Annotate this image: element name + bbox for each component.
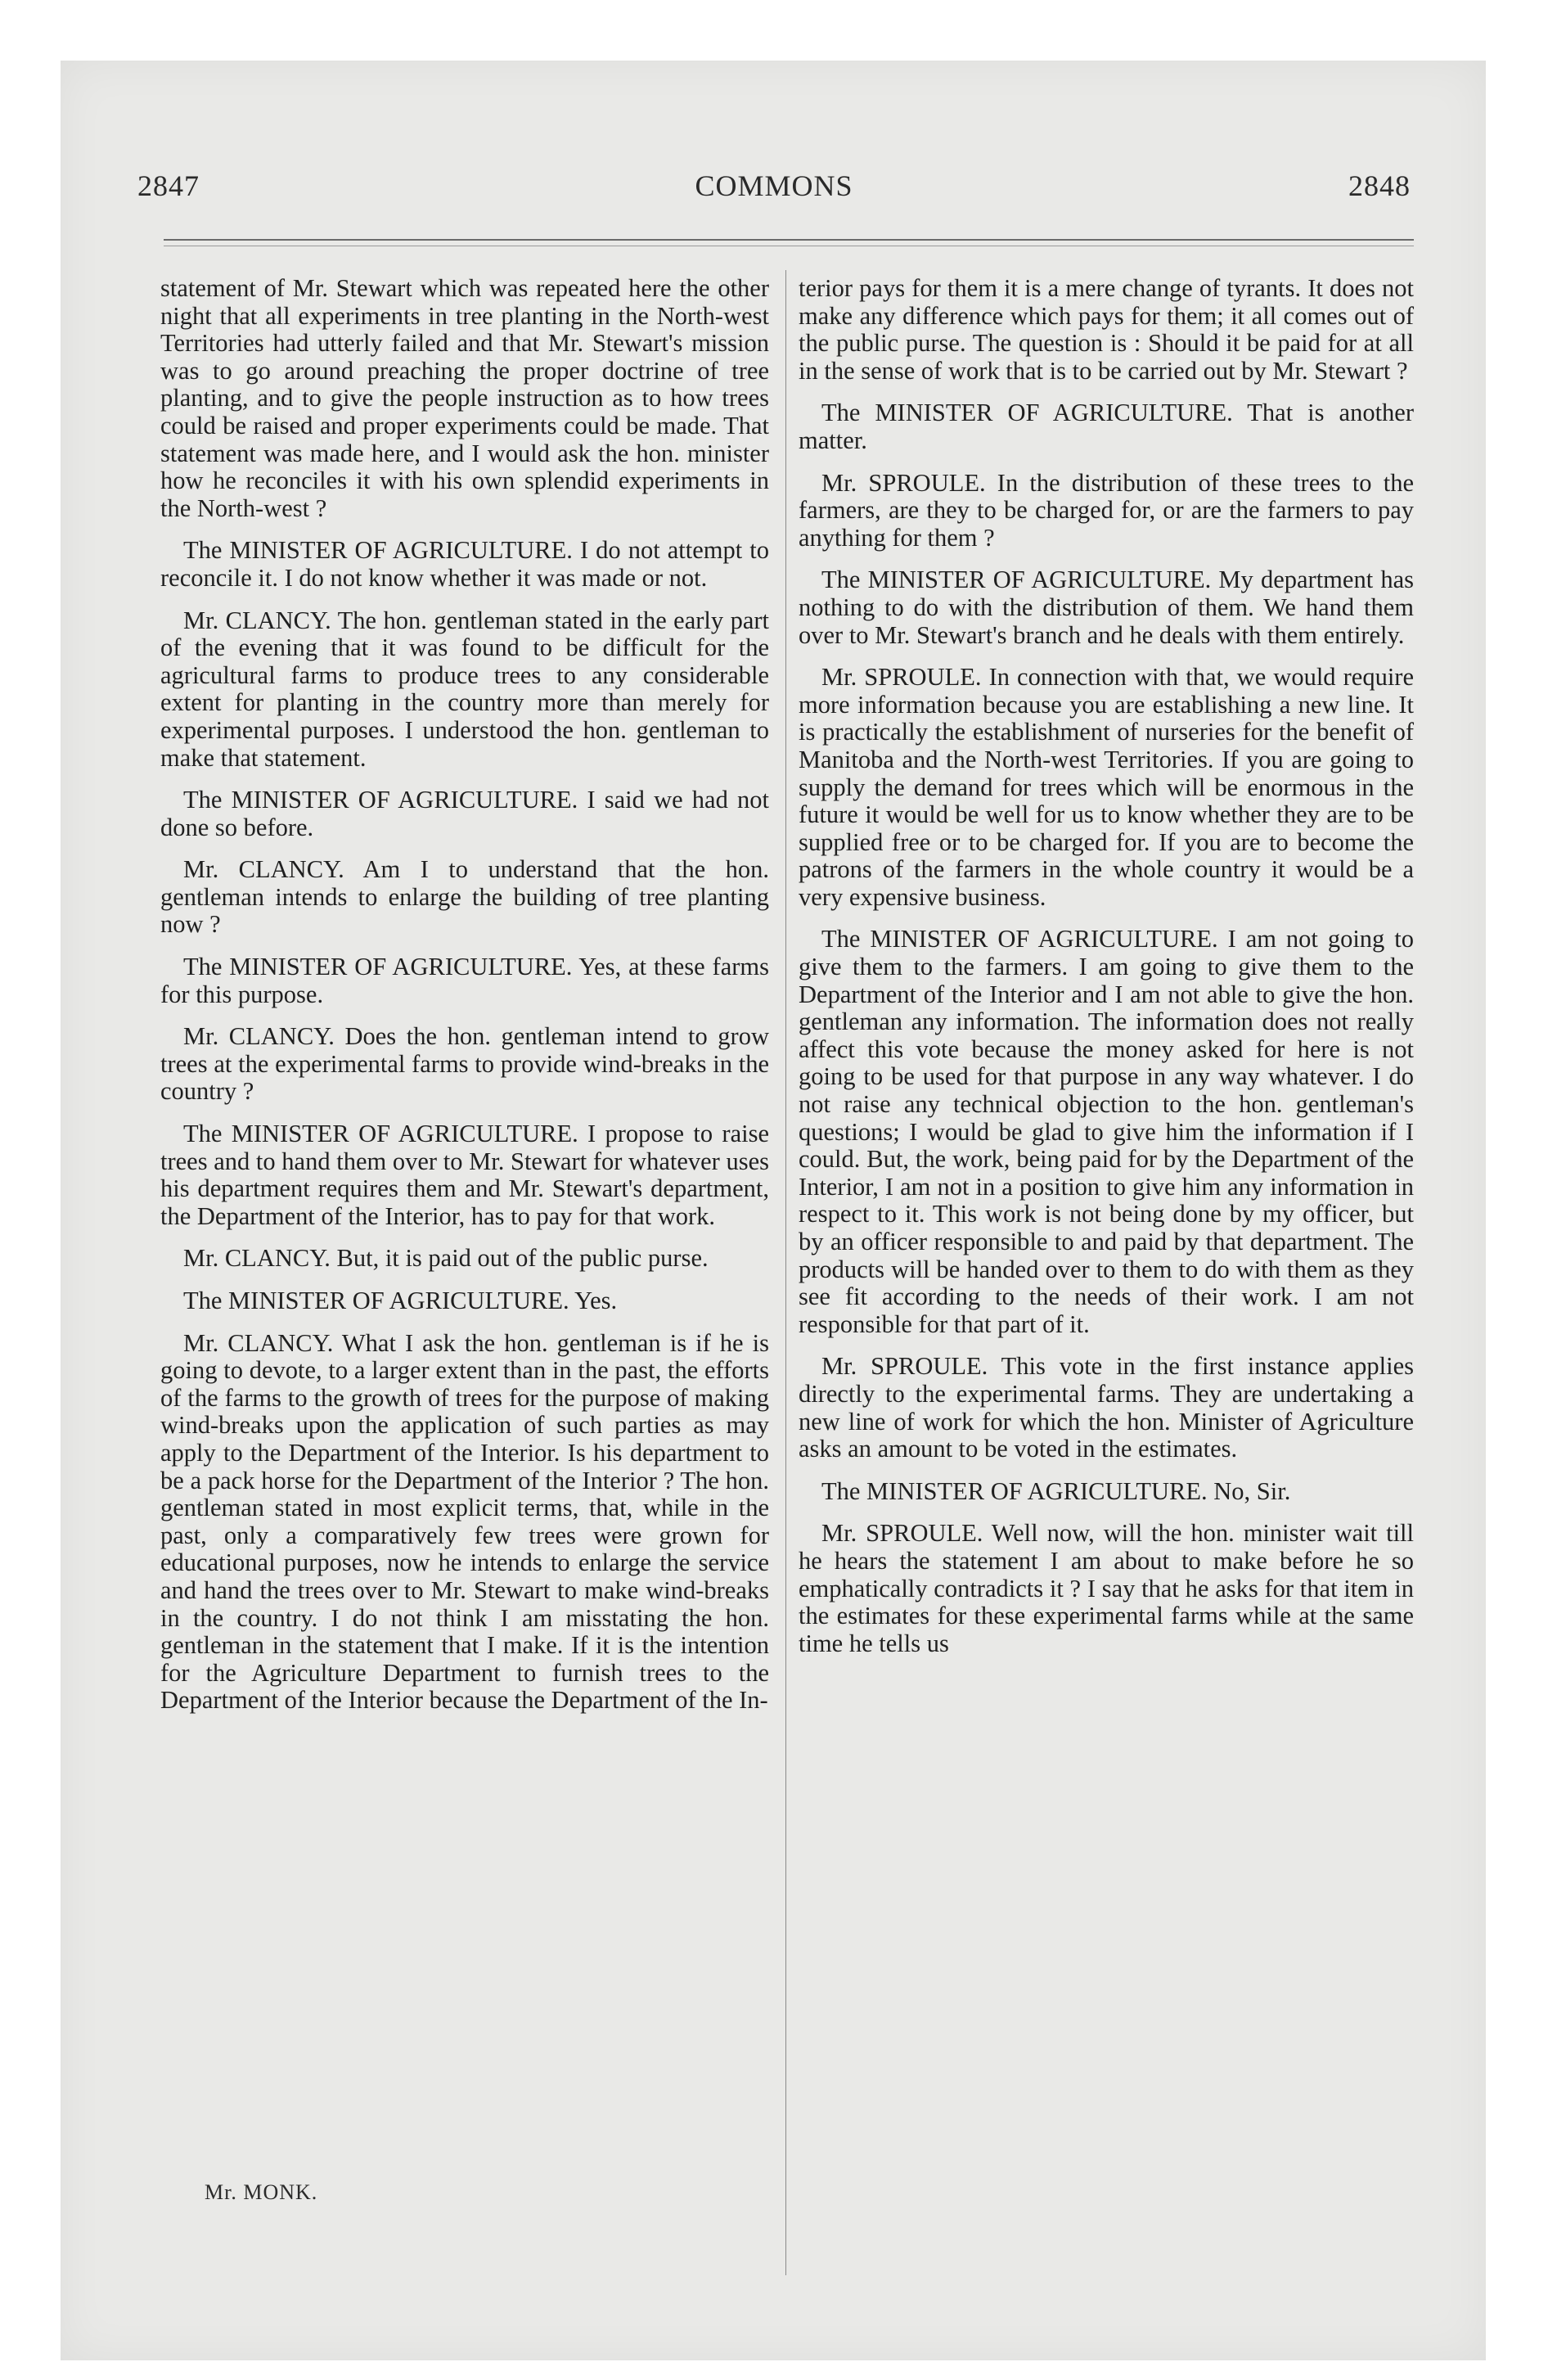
paragraph: terior pays for them it is a mere change of tyrants. It does not make any difference which pays for them; it all comes out of the public purse. The question is : Should it be paid for at all in the sense of work that is to be carried out by Mr. Stewart ? [799, 274, 1414, 385]
right-column [799, 275, 1414, 1672]
paragraph: Mr. SPROULE. Well now, will the hon. minister wait till he hears the statement I am about to make before he so emphatically contradicts it ? I say that he asks for that item in the estimates for these experimental farms while at the same time he tells us [799, 1519, 1414, 1657]
footer-signature: Mr. MONK. [205, 2180, 318, 2204]
paragraph: Mr. SPROULE. In the distribution of these trees to the farmers, are they to be charged for, or are the farmers to pay anything for them ? [799, 468, 1414, 552]
running-title: COMMONS [695, 169, 853, 202]
paragraph: Mr. SPROULE. This vote in the first instance applies directly to the experimental farms. They are undertaking a new line of work for which the hon. Minister of Agriculture asks an amount to be voted in the estimates. [799, 1352, 1414, 1463]
paragraph: statement of Mr. Stewart which was repeated here the other night that all experiments in tree planting in the North-west Territories had utterly failed and that Mr. Stewart's mission was to go around preaching the proper doctrine of tree planting, and to give the people instruction as to how trees could be raised and proper experiments could be made. That statement was made here, and I would ask the hon. minister how he reconciles it with his own splendid experiments in the North-west ? [160, 274, 769, 522]
left-page-number: 2847 [137, 169, 200, 202]
paragraph: Mr. SPROULE. In connection with that, we would require more information because you are establishing a new line. It is practically the establishment of nurseries for the benefit of Manitoba and the North-west Territories. If you are going to supply the demand for trees which will be enormous in the future it would be well for us to know whether they are to be supplied free or to be charged for. If you are to become the patrons of the farmers in the whole country it would be a very expensive business. [799, 663, 1414, 911]
paragraph: The MINISTER OF AGRICULTURE. I do not attempt to reconcile it. I do not know whether it was made or not. [160, 536, 769, 592]
right-page-number: 2848 [1348, 169, 1411, 202]
paragraph: Mr. CLANCY. What I ask the hon. gentleman is if he is going to devote, to a larger extent than in the past, the efforts of the farms to the growth of trees for the purpose of making wind-breaks upon the application of such parties as may apply to the Department of the Interior. Is his department to be a pack horse for the Department of the Interior ? The hon. gentleman stated in most explicit terms, that, while in the past, only a comparatively few trees were grown for educational purposes, now he intends to enlarge the service and hand the trees over to Mr. Stewart to make wind-breaks in the country. I do not think I am misstating the hon. gentleman in the statement that I make. If it is the intention for the Agriculture Department to furnish trees to the Department of the Interior because the Department of the In- [160, 1328, 769, 1715]
page-header [0, 169, 1548, 218]
column-divider [785, 270, 786, 2275]
paragraph: The MINISTER OF AGRICULTURE. That is another matter. [799, 399, 1414, 454]
left-column [160, 275, 769, 1729]
paragraph: The MINISTER OF AGRICULTURE. I said we had not done so before. [160, 786, 769, 841]
paragraph: Mr. CLANCY. Am I to understand that the hon. gentleman intends to enlarge the building of tree planting now ? [160, 855, 769, 939]
paragraph: The MINISTER OF AGRICULTURE. I propose to raise trees and to hand them over to Mr. Stewart for whatever uses his department requires them and Mr. Stewart's department, the Department of the Interior, has to pay for that work. [160, 1120, 769, 1230]
paragraph: Mr. CLANCY. Does the hon. gentleman intend to grow trees at the experimental farms to provide wind-breaks in the country ? [160, 1022, 769, 1106]
paragraph: Mr. CLANCY. But, it is paid out of the public purse. [183, 1244, 709, 1273]
paragraph: The MINISTER OF AGRICULTURE. Yes, at these farms for this purpose. [160, 953, 769, 1008]
paragraph: Mr. CLANCY. The hon. gentleman stated in the early part of the evening that it was found to be difficult for the agricultural farms to produce trees to any considerable extent for planting in the country more than merely for experimental purposes. I understood the hon. gentleman to make that statement. [160, 606, 769, 772]
paragraph: The MINISTER OF AGRICULTURE. Yes. [183, 1287, 618, 1314]
paragraph: The MINISTER OF AGRICULTURE. No, Sir. [821, 1476, 1291, 1505]
header-rule [164, 239, 1414, 241]
paragraph: The MINISTER OF AGRICULTURE. I am not going to give them to the farmers. I am going to give them to the Department of the Interior and I am not able to give the hon. gentleman any information. The information does not really affect this vote because the money asked for here is not going to be used for that purpose in any way whatever. I do not raise any technical objection to the hon. gentleman's questions; I would be glad to give him the information if I could. But, the work, being paid for by the Department of the Interior, I am not in a position to give him any information in respect to it. This work is not being done by my officer, but by an officer responsible to and paid by that department. The products will be handed over to them to do with them as they see fit according to the needs of their work. I am not responsible for that part of it. [799, 925, 1414, 1338]
paragraph: The MINISTER OF AGRICULTURE. My department has nothing to do with the distribution of them. We hand them over to Mr. Stewart's branch and he deals with them entirely. [799, 566, 1414, 649]
